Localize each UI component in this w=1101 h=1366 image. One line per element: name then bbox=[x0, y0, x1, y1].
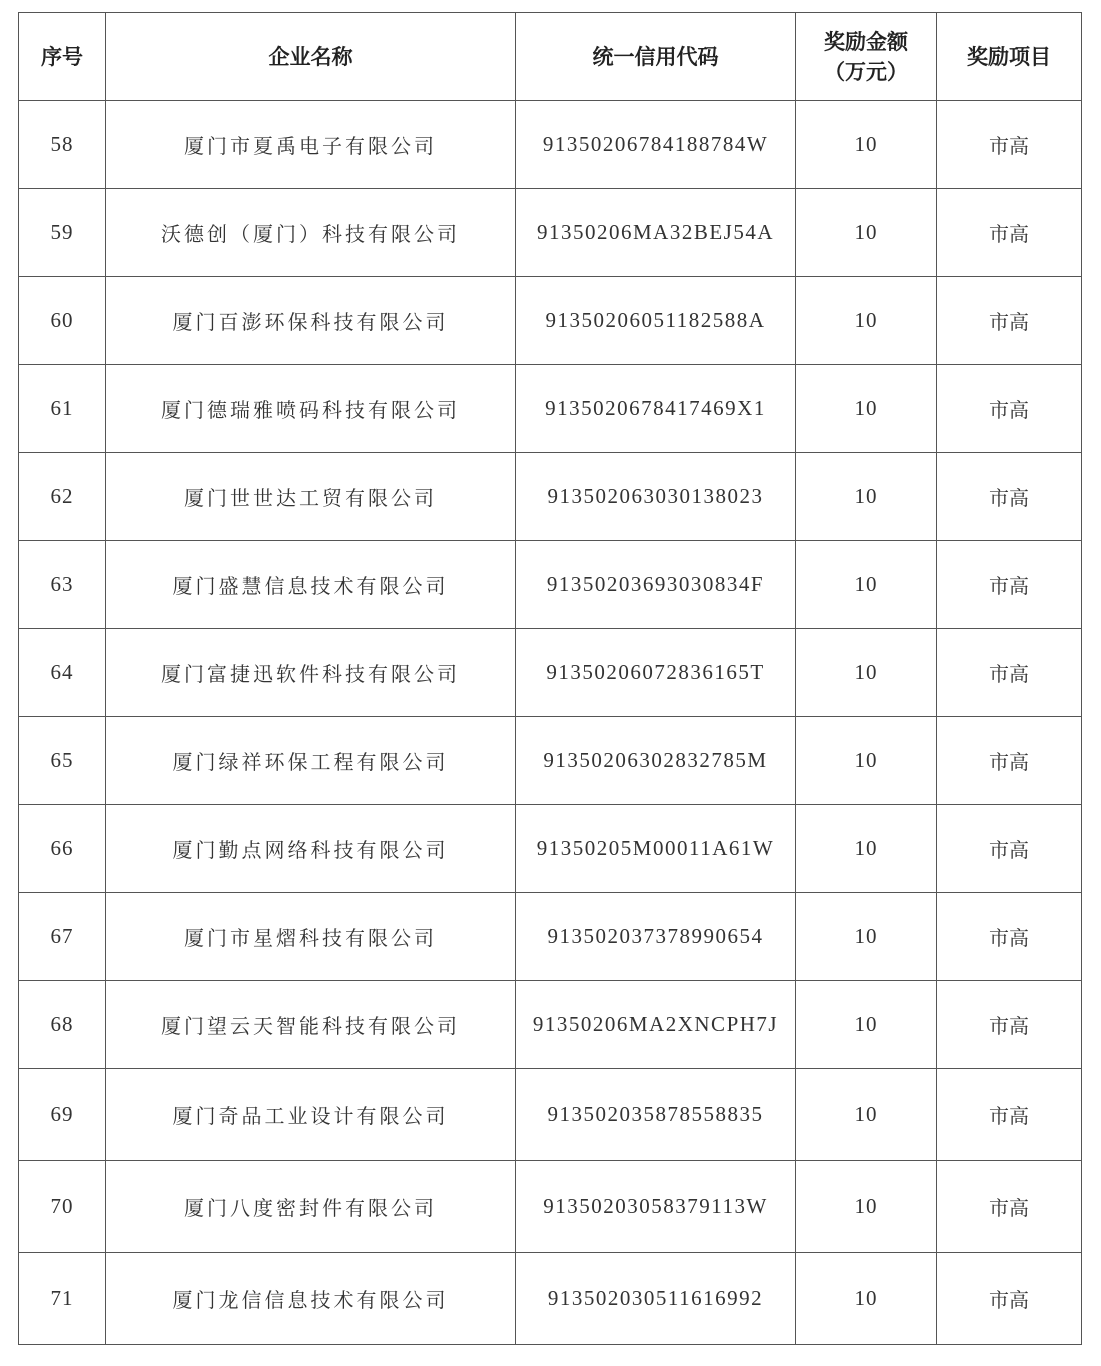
row-number: 71 bbox=[19, 1253, 106, 1345]
table-row bbox=[19, 365, 1082, 453]
table-row bbox=[19, 805, 1082, 893]
table-row bbox=[19, 541, 1082, 629]
table-row bbox=[19, 629, 1082, 717]
award-project: 市高 bbox=[937, 1161, 1082, 1253]
table-row bbox=[19, 101, 1082, 189]
table-row bbox=[19, 893, 1082, 981]
row-number: 60 bbox=[19, 277, 106, 365]
table-row bbox=[19, 1253, 1082, 1345]
award-project: 市高 bbox=[937, 1069, 1082, 1161]
row-number: 67 bbox=[19, 893, 106, 981]
row-number: 65 bbox=[19, 717, 106, 805]
company-name: 沃德创（厦门）科技有限公司 bbox=[106, 189, 516, 277]
company-name: 厦门德瑞雅喷码科技有限公司 bbox=[106, 365, 516, 453]
award-project: 市高 bbox=[937, 893, 1082, 981]
award-amount: 10 bbox=[796, 1161, 937, 1253]
award-project: 市高 bbox=[937, 717, 1082, 805]
company-name: 厦门龙信信息技术有限公司 bbox=[106, 1253, 516, 1345]
row-number: 61 bbox=[19, 365, 106, 453]
company-name: 厦门市夏禹电子有限公司 bbox=[106, 101, 516, 189]
award-project: 市高 bbox=[937, 981, 1082, 1069]
company-name: 厦门盛慧信息技术有限公司 bbox=[106, 541, 516, 629]
award-project: 市高 bbox=[937, 629, 1082, 717]
company-name: 厦门世世达工贸有限公司 bbox=[106, 453, 516, 541]
table-row bbox=[19, 717, 1082, 805]
award-amount: 10 bbox=[796, 453, 937, 541]
company-name: 厦门富捷迅软件科技有限公司 bbox=[106, 629, 516, 717]
company-name: 厦门八度密封件有限公司 bbox=[106, 1161, 516, 1253]
credit-code: 913502035878558835 bbox=[516, 1069, 796, 1161]
company-name: 厦门勤点网络科技有限公司 bbox=[106, 805, 516, 893]
company-name: 厦门奇品工业设计有限公司 bbox=[106, 1069, 516, 1161]
award-amount: 10 bbox=[796, 541, 937, 629]
table-row bbox=[19, 1161, 1082, 1253]
award-project: 市高 bbox=[937, 101, 1082, 189]
company-name: 厦门绿祥环保工程有限公司 bbox=[106, 717, 516, 805]
row-number: 70 bbox=[19, 1161, 106, 1253]
credit-code: 91350206MA32BEJ54A bbox=[516, 189, 796, 277]
table-row bbox=[19, 1069, 1082, 1161]
row-number: 63 bbox=[19, 541, 106, 629]
award-project: 市高 bbox=[937, 189, 1082, 277]
row-number: 64 bbox=[19, 629, 106, 717]
award-project: 市高 bbox=[937, 453, 1082, 541]
award-amount: 10 bbox=[796, 277, 937, 365]
row-number: 69 bbox=[19, 1069, 106, 1161]
company-name: 厦门市星熠科技有限公司 bbox=[106, 893, 516, 981]
award-amount: 10 bbox=[796, 1069, 937, 1161]
award-amount: 10 bbox=[796, 981, 937, 1069]
row-number: 66 bbox=[19, 805, 106, 893]
award-project: 市高 bbox=[937, 365, 1082, 453]
credit-code: 91350206302832785M bbox=[516, 717, 796, 805]
award-project: 市高 bbox=[937, 1253, 1082, 1345]
table-body bbox=[19, 101, 1082, 1345]
credit-code: 913502037378990654 bbox=[516, 893, 796, 981]
credit-code: 913502067841887​84W bbox=[516, 101, 796, 189]
award-amount: 10 bbox=[796, 189, 937, 277]
header-award-amount: 奖励金额 （万元） bbox=[796, 13, 937, 101]
row-number: 59 bbox=[19, 189, 106, 277]
award-amount: 10 bbox=[796, 365, 937, 453]
credit-code: 913502063030138023 bbox=[516, 453, 796, 541]
credit-code: 9135020678417469X1 bbox=[516, 365, 796, 453]
credit-code: 91350206072836165T bbox=[516, 629, 796, 717]
credit-code: 91350206051182588A bbox=[516, 277, 796, 365]
award-project: 市高 bbox=[937, 805, 1082, 893]
header-award-project: 奖励项目 bbox=[937, 13, 1082, 101]
header-no: 序号 bbox=[19, 13, 106, 101]
award-amount: 10 bbox=[796, 893, 937, 981]
row-number: 62 bbox=[19, 453, 106, 541]
award-project: 市高 bbox=[937, 541, 1082, 629]
award-amount: 10 bbox=[796, 629, 937, 717]
award-project: 市高 bbox=[937, 277, 1082, 365]
table-row bbox=[19, 981, 1082, 1069]
credit-code: 91350206MA2XNCPH7J bbox=[516, 981, 796, 1069]
credit-code: 913502030511616992 bbox=[516, 1253, 796, 1345]
award-amount: 10 bbox=[796, 805, 937, 893]
award-amount: 10 bbox=[796, 1253, 937, 1345]
company-name: 厦门望云天智能科技有限公司 bbox=[106, 981, 516, 1069]
credit-code: 91350205M00011A61W bbox=[516, 805, 796, 893]
table-header-row bbox=[19, 13, 1082, 101]
row-number: 68 bbox=[19, 981, 106, 1069]
header-company-name: 企业名称 bbox=[106, 13, 516, 101]
company-name: 厦门百澎环保科技有限公司 bbox=[106, 277, 516, 365]
header-credit-code: 统一信用代码 bbox=[516, 13, 796, 101]
credit-code: 91350203058379113W bbox=[516, 1161, 796, 1253]
row-number: 58 bbox=[19, 101, 106, 189]
award-amount: 10 bbox=[796, 717, 937, 805]
credit-code: 91350203693030834F bbox=[516, 541, 796, 629]
table-row bbox=[19, 277, 1082, 365]
table-row bbox=[19, 453, 1082, 541]
table-row bbox=[19, 189, 1082, 277]
award-table bbox=[18, 12, 1082, 1345]
award-amount: 10 bbox=[796, 101, 937, 189]
